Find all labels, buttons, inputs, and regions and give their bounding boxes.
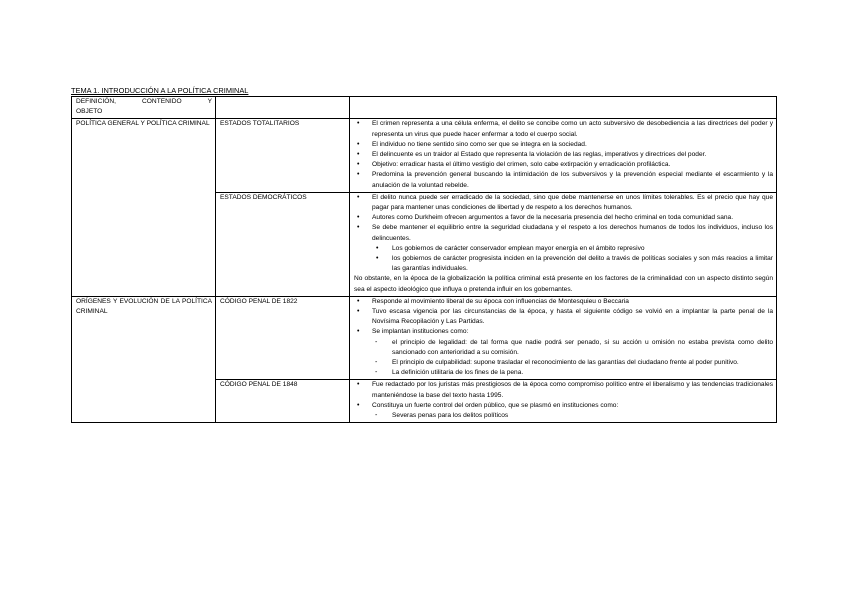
list-item: • El delincuente es un traidor al Estado que representa la violación de las reglas, imperativos y directrices del poder. bbox=[354, 150, 773, 160]
header-cell-empty bbox=[216, 97, 350, 119]
table-row bbox=[72, 119, 777, 192]
list-item: • El crimen representa a una célula enferma, el delito se concibe como un acto subversivo de desobediencia a las directrices del poder y representa un virus que puede hacer enfermar a todo el cuerpo social. bbox=[354, 119, 773, 139]
list-item: • Constituya un fuerte control del orden público, que se plasmó en instituciones como: bbox=[354, 401, 773, 411]
list-item: • Se debe mantener el equilibrio entre la seguridad ciudadana y el respeto a los derechos humanos de todos los individuos, incluso los delincuentes. bbox=[354, 223, 773, 243]
list-item: • Predomina la prevención general buscando la intimidación de los subversivos y la prevención especial mediante el escarmiento y la anulación de la voluntad rebelde. bbox=[354, 170, 773, 190]
header-label-line2: OBJETO bbox=[76, 108, 103, 116]
row-topic: POLÍTICA GENERAL Y POLÍTICA CRIMINAL bbox=[76, 120, 210, 128]
list-item: • Autores como Durkheim ofrecen argumentos a favor de la necesaria presencia del hecho criminal en toda comunidad sana. bbox=[354, 213, 773, 223]
table-row bbox=[72, 296, 777, 380]
dash-list-item: - La definición utilitaria de los fines de la pena. bbox=[354, 368, 773, 378]
header-label-line1: DEFINICIÓN, CONTENIDO Y bbox=[76, 98, 212, 105]
dash-list-item: - Severas penas para los delitos políticos bbox=[354, 411, 773, 421]
header-cell-definition bbox=[72, 97, 216, 119]
sub-list-item: • Los gobiernos de carácter conservador emplean mayor energía en el ámbito represivo bbox=[354, 244, 773, 254]
row-topic-cell bbox=[72, 296, 216, 422]
list-item: • Fue redactado por los juristas más prestigiosos de la época como compromiso político entre el liberalismo y las tendencias tradicionales manteniéndose la base del texto hasta 1995. bbox=[354, 380, 773, 400]
row-subtopic-cell bbox=[216, 296, 350, 380]
row-subtopic: CÓDIGO PENAL DE 1848 bbox=[220, 381, 298, 389]
list-item: • Se implantan instituciones como: bbox=[354, 327, 773, 337]
content-table bbox=[71, 96, 777, 423]
row-topic-cell bbox=[72, 119, 216, 296]
row-subtopic: ESTADOS DEMOCRÁTICOS bbox=[220, 193, 307, 201]
dash-list-item: - El principio de culpabilidad: supone trasladar el reconocimiento de las garantías del ciudadano frente al poder punitivo. bbox=[354, 358, 773, 368]
table-header-row bbox=[72, 97, 777, 119]
row-subtopic: CÓDIGO PENAL DE 1822 bbox=[220, 297, 298, 305]
sub-list-item: • los gobiernos de carácter progresista inciden en la prevención del delito a través de políticas sociales y son más reacios a limitar las garantías individuales. bbox=[354, 254, 773, 274]
row-subtopic: ESTADOS TOTALITARIOS bbox=[220, 120, 300, 128]
document-title: TEMA 1. INTRODUCCIÓN A LA POLÍTICA CRIMINAL bbox=[71, 86, 249, 95]
list-item: • El delito nunca puede ser erradicado de la sociedad, sino que debe mantenerse en unos límites tolerables. Es el precio que hay que pagar para mantener unas condiciones de libertad y de respeto a los derechos humanos. bbox=[354, 193, 773, 213]
row-subtopic-cell bbox=[216, 119, 350, 192]
list-item: • Tuvo escasa vigencia por las circunstancias de la época, y hasta el siguiente código se volvió en a implantar la parte penal de la Novísima Recopilación y Las Partidas. bbox=[354, 307, 773, 327]
row-content-cell bbox=[350, 119, 777, 192]
row-topic: ORÍGENES Y EVOLUCIÓN DE LA POLÍTICA CRIMINAL bbox=[76, 297, 212, 316]
list-item: • Objetivo: erradicar hasta el último vestigio del crimen, solo cabe extirpación y erradicación profiláctica. bbox=[354, 160, 773, 170]
row-content-cell bbox=[350, 380, 777, 423]
list-item: • Responde al movimiento liberal de su época con influencias de Montesquieu o Beccaria bbox=[354, 297, 773, 307]
row-subtopic-cell bbox=[216, 380, 350, 423]
dash-list-item: - el principio de legalidad: de tal forma que nadie podrá ser penado, si su acción u omisión no estaba prevista como delito sancionado con anterioridad a su comisión. bbox=[354, 338, 773, 358]
row-content-cell bbox=[350, 296, 777, 380]
row-subtopic-cell bbox=[216, 192, 350, 296]
list-item: • El individuo no tiene sentido sino como ser que se integra en la sociedad. bbox=[354, 140, 773, 150]
row-note: No obstante, en la época de la globalización la política criminal está presente en los factores de la criminalidad con un aspecto distinto según sea el aspecto ideológico que influya o pretenda influir en los gobernantes. bbox=[354, 275, 773, 293]
row-content-cell bbox=[350, 192, 777, 296]
header-cell-empty bbox=[350, 97, 777, 119]
